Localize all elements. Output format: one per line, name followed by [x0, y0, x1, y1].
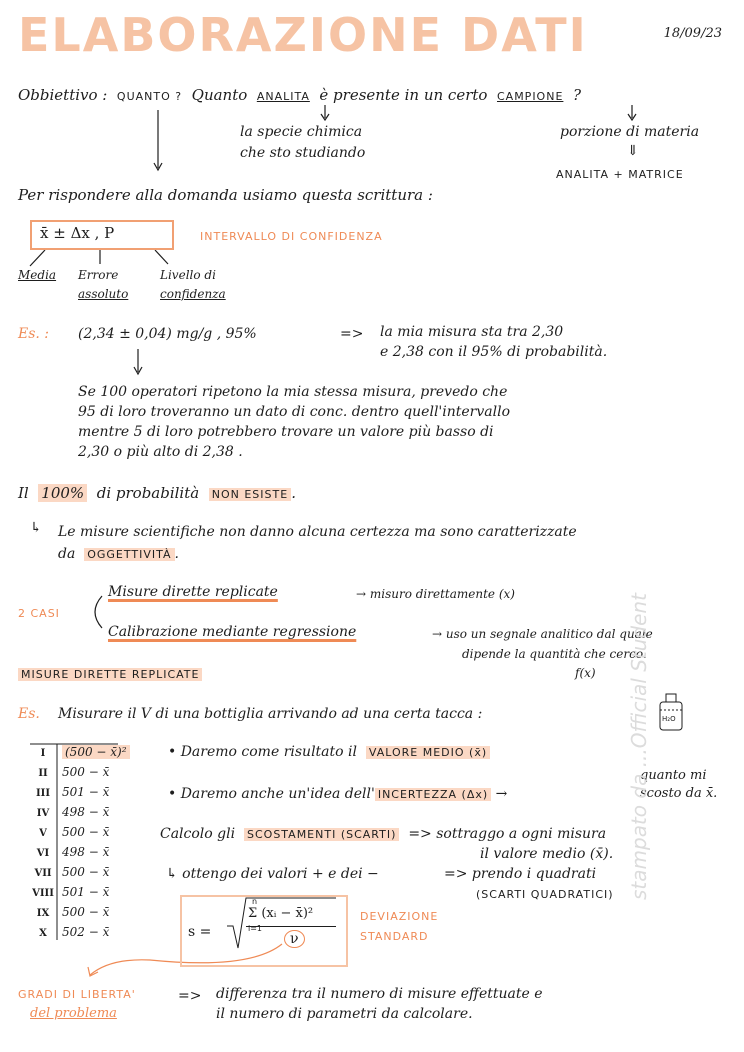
- example2-text: Misurare il V di una bottiglia arrivando ad una certa tacca :: [58, 706, 483, 722]
- result-1: • Daremo come risultato il VALORE MEDIO (x̄): [168, 744, 490, 760]
- formula-s-numerator: Σ (xᵢ − x̄)²: [248, 906, 314, 921]
- quanto-note-2: scosto da x̄.: [640, 786, 718, 801]
- campione-term: CAMPIONE: [496, 90, 564, 103]
- caso-1: Misure dirette replicate: [108, 584, 278, 600]
- caso-1-desc: → misuro direttamente (x): [356, 587, 515, 601]
- objective-line: Obbiettivo : QUANTO ? Quanto ANALITA è presente in un certo CAMPIONE ?: [18, 86, 581, 104]
- bottle-label: H₂O: [662, 715, 676, 723]
- table-row: V 500 − x̄: [39, 825, 110, 839]
- caso-2: Calibrazione mediante regressione: [108, 624, 357, 640]
- scientific-arrow: ↳: [30, 520, 42, 536]
- example1-line2: e 2,38 con il 95% di probabilità.: [380, 344, 608, 360]
- example1-explain-3: mentre 5 di loro potrebbero trovare un valore più basso di: [78, 424, 494, 440]
- std-dev-label-2: STANDARD: [360, 930, 429, 943]
- table-row: I (500 − x̄)²: [30, 742, 130, 762]
- gradi-label-2: del problema: [30, 1006, 117, 1021]
- gradi-text-2: il numero di parametri da calcolare.: [216, 1006, 473, 1022]
- watermark: stampato da ...Official Student: [627, 593, 651, 900]
- table-row: X 502 − x̄: [39, 925, 110, 939]
- analita-term: ANALITA: [256, 90, 310, 103]
- table-row: III 501 − x̄: [35, 785, 110, 799]
- caso-2-desc-2: dipende la quantità che cerco.: [462, 647, 647, 661]
- cento-line: Il 100% di probabilità NON ESISTE .: [18, 484, 296, 502]
- example1-arrow: =>: [340, 326, 364, 342]
- porzione-note: porzione di materia: [560, 124, 700, 140]
- gradi-text-1: differenza tra il numero di misure effettuate e: [216, 986, 543, 1002]
- scrittura-intro: Per rispondere alla domanda usiamo questa scrittura :: [18, 186, 433, 204]
- section-heading: MISURE DIRETTE REPLICATE: [18, 668, 202, 681]
- table-row: II 500 − x̄: [38, 765, 110, 779]
- formula-text: x̄ ± Δx , P: [40, 224, 115, 242]
- intervallo-label: INTERVALLO DI CONFIDENZA: [200, 230, 383, 243]
- caso-2-desc-3: f(x): [575, 666, 596, 680]
- ottengo-line: ↳ ottengo dei valori + e dei −: [166, 866, 379, 882]
- caso-2-desc-1: → uso un segnale analitico dal quale: [432, 627, 653, 641]
- scientific-line1: Le misure scientifiche non danno alcuna certezza ma sono caratterizzate: [58, 524, 577, 540]
- page-title: ELABORAZIONE DATI: [18, 8, 588, 62]
- example1-explain-2: 95 di loro troveranno un dato di conc. dentro quell'intervallo: [78, 404, 511, 420]
- implication-arrow: ⇓: [627, 143, 639, 159]
- example1-value: (2,34 ± 0,04) mg/g , 95%: [78, 326, 257, 342]
- example1-explain-1: Se 100 operatori ripetono la mia stessa misura, prevedo che: [78, 384, 508, 400]
- prendo-line-2: (SCARTI QUADRATICI): [476, 888, 614, 901]
- gradi-label-1: GRADI DI LIBERTA': [18, 988, 136, 1001]
- table-row: VIII 501 − x̄: [32, 885, 110, 899]
- table-row: VII 500 − x̄: [34, 865, 110, 879]
- std-dev-label-1: DEVIAZIONE: [360, 910, 439, 923]
- bottle-icon: [660, 694, 682, 730]
- analita-matrice: ANALITA + MATRICE: [556, 168, 684, 181]
- non-esiste-badge: NON ESISTE: [209, 488, 291, 501]
- legend-media: Media: [18, 268, 57, 282]
- quanto-note-1: quanto mi: [640, 768, 707, 783]
- sum-lower: i=1: [248, 924, 263, 933]
- legend-errore-2: assoluto: [78, 287, 129, 301]
- prendo-line-1: => prendo i quadrati: [444, 866, 597, 882]
- example1-explain-4: 2,30 o più alto di 2,38 .: [78, 444, 243, 460]
- table-row: VI 498 − x̄: [36, 845, 110, 859]
- legend-livello-1: Livello di: [160, 268, 216, 282]
- example2-label: Es.: [18, 706, 40, 722]
- formula-s-lhs: s =: [188, 924, 212, 940]
- table-row: IX 500 − x̄: [36, 905, 110, 919]
- table-row: IV 498 − x̄: [36, 805, 110, 819]
- specie-note-2: che sto studiando: [240, 145, 366, 161]
- calcolo-line: Calcolo gli SCOSTAMENTI (SCARTI) => sottraggo a ogni misura: [160, 826, 607, 842]
- legend-livello-2: confidenza: [160, 287, 226, 301]
- example1-line1: la mia misura sta tra 2,30: [380, 324, 564, 340]
- example1-label: Es. :: [18, 326, 50, 342]
- scientific-line2: da OGGETTIVITÀ .: [58, 546, 179, 562]
- legend-errore-1: Errore: [78, 268, 119, 282]
- fraction-bar: [246, 926, 336, 927]
- casi-label: 2 CASI: [18, 607, 60, 620]
- sum-upper: n: [252, 897, 258, 906]
- result-2: • Daremo anche un'idea dell' INCERTEZZA (Δx) →: [168, 786, 508, 802]
- gradi-arrow: =>: [178, 988, 202, 1004]
- specie-note-1: la specie chimica: [240, 124, 363, 140]
- calcolo-line-2: il valore medio (x̄).: [480, 846, 614, 862]
- page-date: 18/09/23: [663, 26, 722, 41]
- measures-table: [30, 742, 130, 942]
- formula-s-denominator: ν: [284, 930, 305, 948]
